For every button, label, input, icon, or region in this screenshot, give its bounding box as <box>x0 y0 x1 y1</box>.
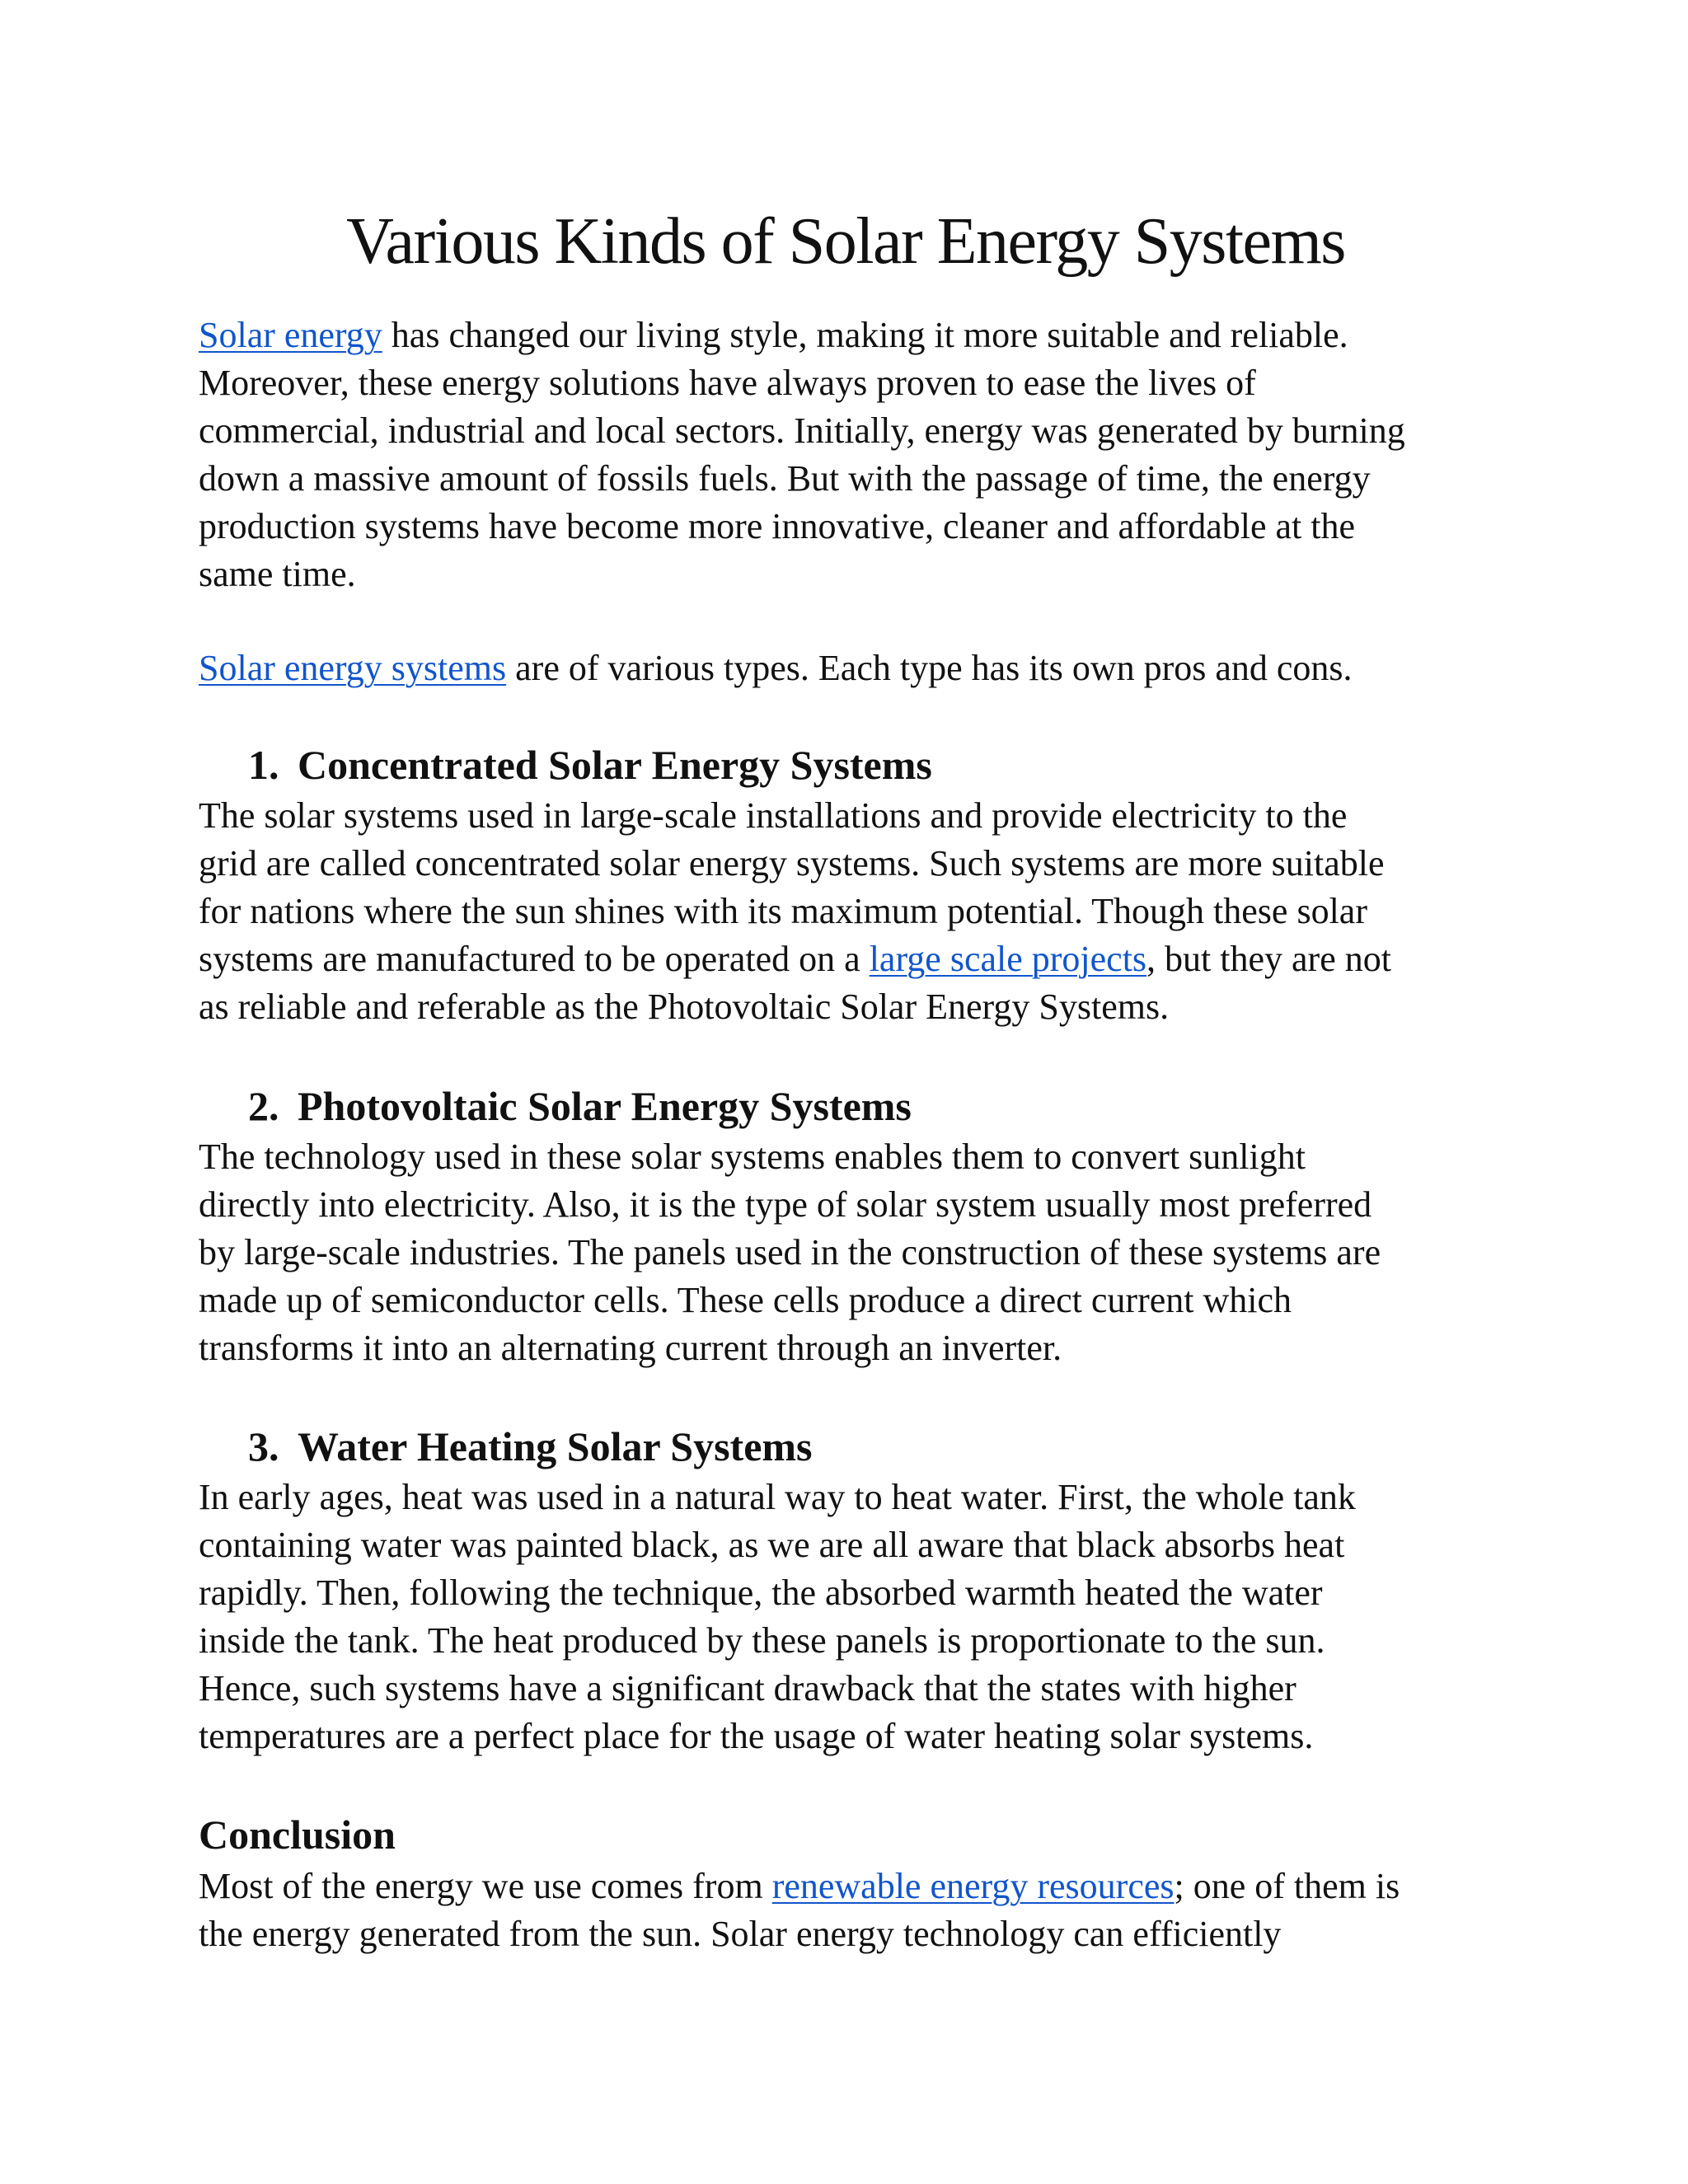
types-line-text: are of various types. Each type has its own pros and cons. <box>506 648 1353 688</box>
document-title: Various Kinds of Solar Energy Systems <box>346 205 1345 278</box>
solar-energy-link[interactable]: Solar energy <box>199 315 382 355</box>
section-heading-water-heating <box>199 1420 813 1473</box>
conclusion-line-text: Most of the energy we use comes from <box>199 1866 772 1906</box>
section-line: grid are called concentrated solar energy systems. Such systems are more suitable <box>199 843 1385 883</box>
section-line: The technology used in these solar systems enables them to convert sunlight <box>199 1137 1306 1177</box>
types-paragraph <box>199 644 1353 692</box>
section-paragraph-photovoltaic <box>199 1133 1381 1372</box>
intro-line-4: down a massive amount of fossils fuels. But with the passage of time, the energy <box>199 458 1371 499</box>
section-line: containing water was painted black, as we are all aware that black absorbs heat <box>199 1525 1345 1565</box>
section-line-text: , but they are not <box>1146 939 1391 979</box>
solar-energy-systems-link[interactable]: Solar energy systems <box>199 648 507 688</box>
section-paragraph-concentrated <box>199 792 1391 1031</box>
intro-line-1-text: has changed our living style, making it more suitable and reliable. <box>382 315 1348 355</box>
section-line: rapidly. Then, following the technique, the absorbed warmth heated the water <box>199 1572 1323 1613</box>
section-heading-text: Water Heating Solar Systems <box>298 1423 813 1469</box>
conclusion-line: the energy generated from the sun. Solar energy technology can efficiently <box>199 1914 1282 1954</box>
types-line <box>199 644 1353 692</box>
section-line: transforms it into an alternating current through an inverter. <box>199 1328 1062 1368</box>
section-line: In early ages, heat was used in a natural way to heat water. First, the whole tank <box>199 1477 1356 1517</box>
conclusion-line-text: ; one of them is <box>1174 1866 1400 1906</box>
conclusion-paragraph <box>199 1863 1400 1958</box>
intro-line-1 <box>199 312 1405 359</box>
section-heading-text: Photovoltaic Solar Energy Systems <box>298 1083 912 1129</box>
section-line: temperatures are a perfect place for the usage of water heating solar systems. <box>199 1716 1314 1756</box>
large-scale-projects-link[interactable]: large scale projects <box>869 939 1147 979</box>
intro-paragraph <box>199 312 1405 598</box>
section-heading-concentrated <box>199 738 932 791</box>
section-line: directly into electricity. Also, it is the type of solar system usually most preferred <box>199 1184 1372 1225</box>
intro-line-3: commercial, industrial and local sectors. Initially, energy was generated by burning <box>199 410 1405 451</box>
intro-line-6: same time. <box>199 554 356 594</box>
section-line-text: systems are manufactured to be operated on a <box>199 939 870 979</box>
section-line: Hence, such systems have a significant drawback that the states with higher <box>199 1668 1296 1708</box>
intro-line-5: production systems have become more innovative, cleaner and affordable at the <box>199 506 1355 546</box>
section-paragraph-water-heating <box>199 1474 1356 1760</box>
intro-line-2: Moreover, these energy solutions have always proven to ease the lives of <box>199 363 1256 403</box>
section-line: made up of semiconductor cells. These cells produce a direct current which <box>199 1280 1292 1320</box>
section-line: inside the tank. The heat produced by these panels is proportionate to the sun. <box>199 1620 1325 1661</box>
section-number: 3. <box>248 1423 279 1469</box>
section-line: for nations where the sun shines with its maximum potential. Though these solar <box>199 891 1367 931</box>
renewable-energy-resources-link[interactable]: renewable energy resources <box>771 1866 1175 1906</box>
conclusion-heading: Conclusion <box>199 1811 396 1858</box>
section-heading-text: Concentrated Solar Energy Systems <box>298 742 932 788</box>
section-line <box>199 935 1391 983</box>
conclusion-line <box>199 1863 1400 1910</box>
section-line: as reliable and referable as the Photovoltaic Solar Energy Systems. <box>199 987 1170 1027</box>
section-number: 2. <box>248 1083 279 1129</box>
section-heading-photovoltaic <box>199 1080 912 1132</box>
section-number: 1. <box>248 742 279 788</box>
section-line: by large-scale industries. The panels used in the construction of these systems are <box>199 1232 1381 1272</box>
section-line: The solar systems used in large-scale installations and provide electricity to the <box>199 795 1348 836</box>
